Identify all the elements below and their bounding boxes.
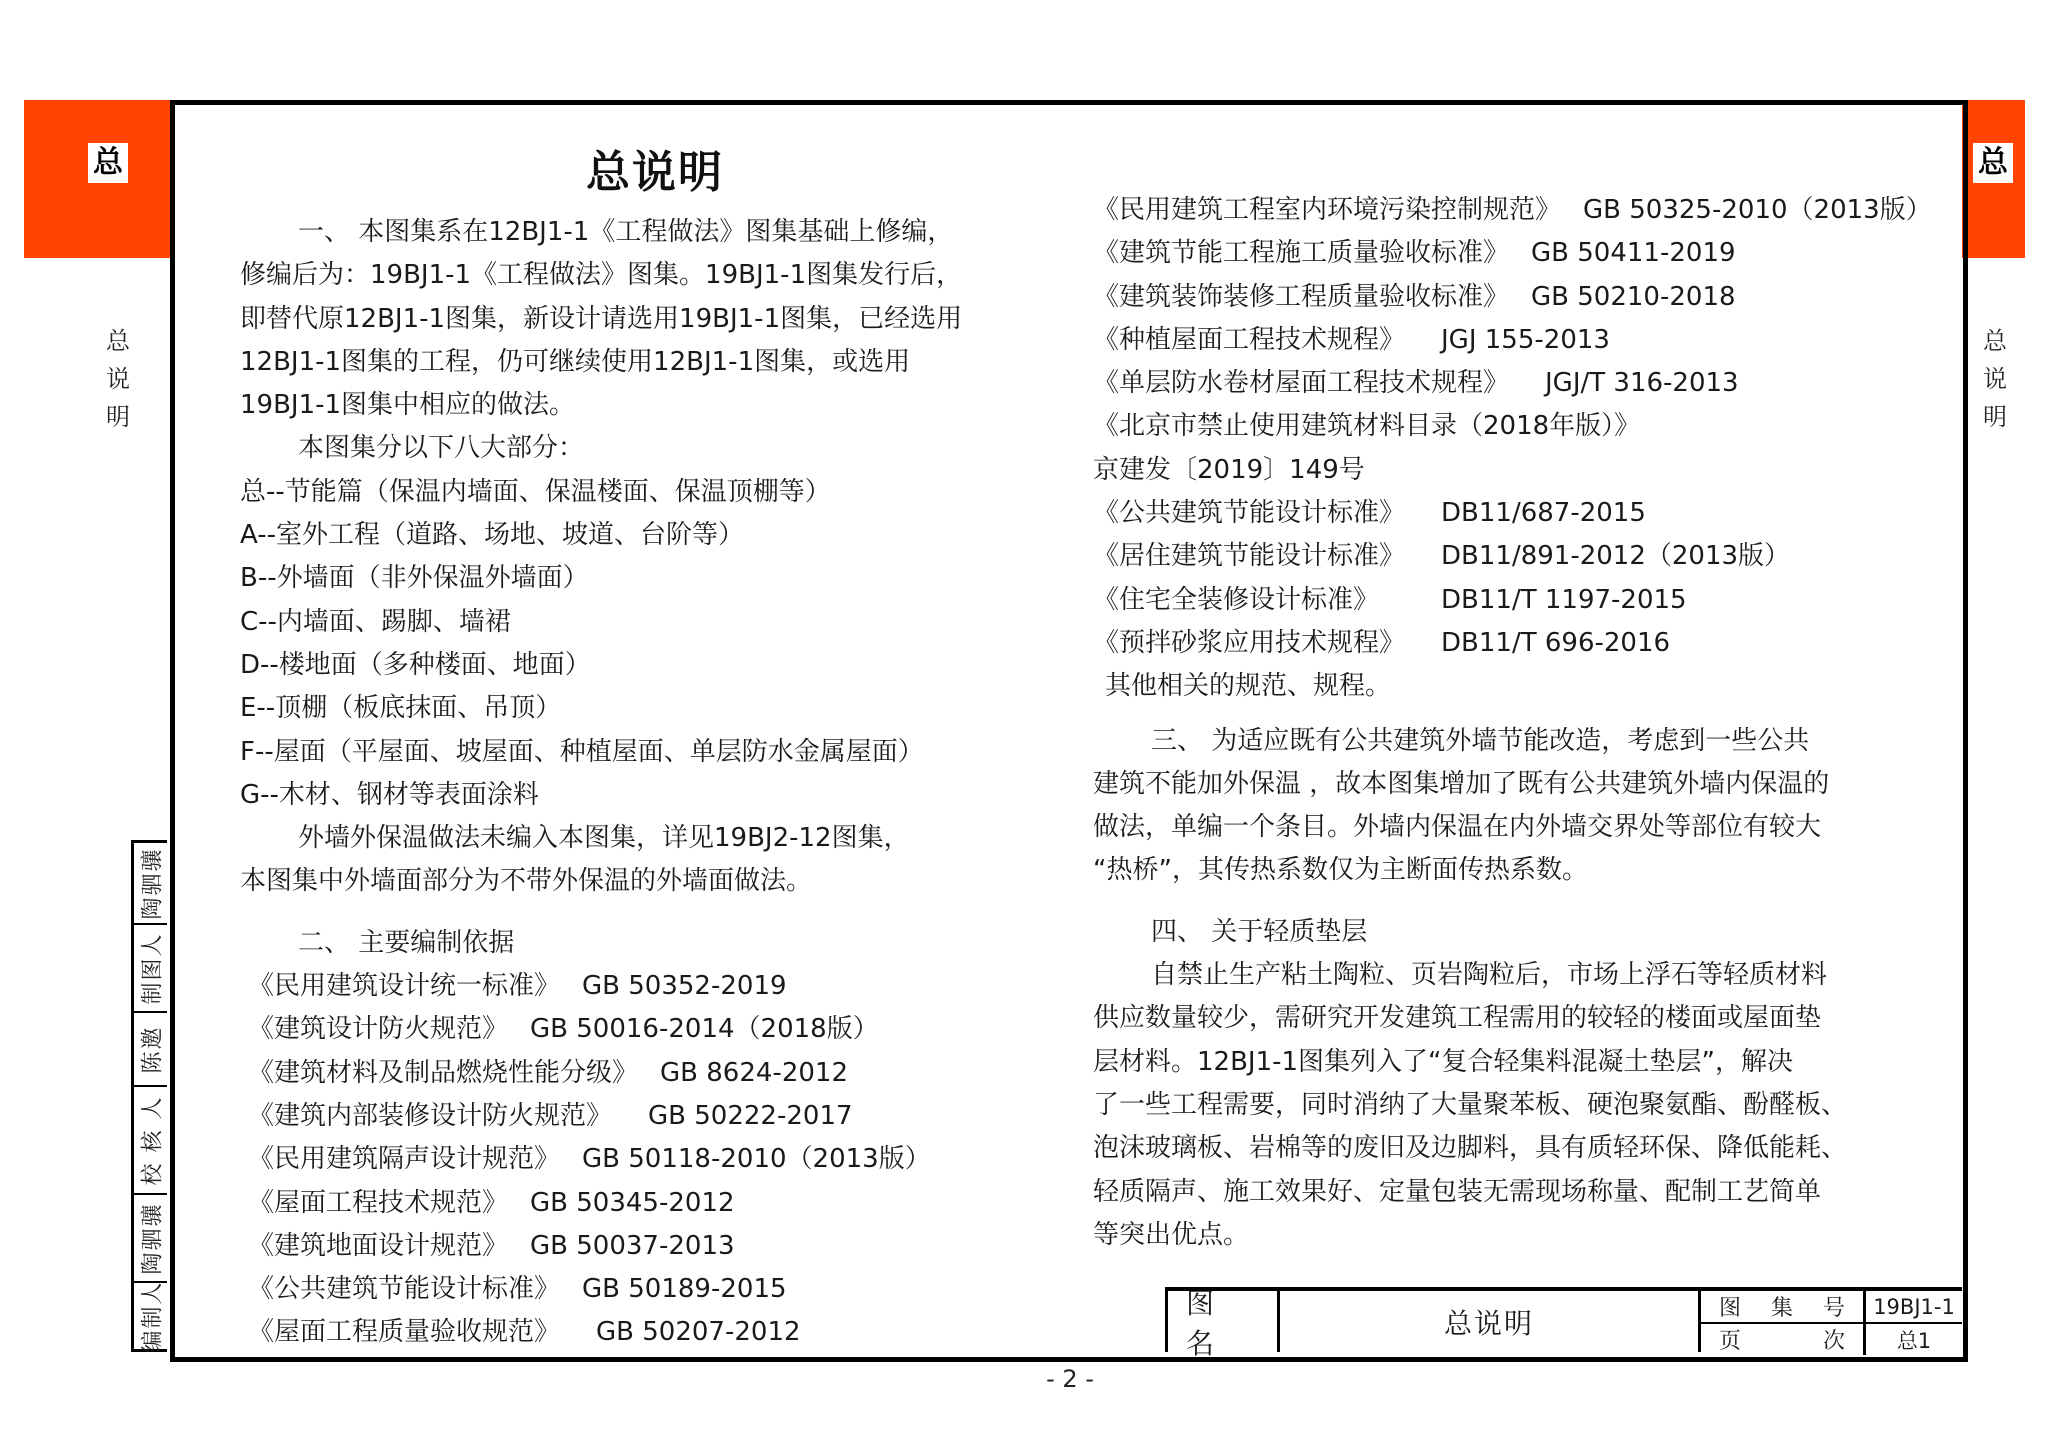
reference-code: DB11/687-2015: [1441, 498, 1646, 529]
signature-text: 陶驷骧: [140, 1201, 166, 1275]
side-label-right: [1975, 322, 2015, 436]
reference-name: 《建筑材料及制品燃烧性能分级》: [248, 1057, 639, 1088]
reference-name: 《住宅全装修设计标准》: [1093, 584, 1380, 615]
atlas-number-value: 19BJ1-1: [1873, 1294, 1955, 1319]
reference-item: [1093, 276, 1953, 319]
signature-text: 陶驷骧: [140, 846, 166, 920]
reference-item: [240, 965, 1040, 1008]
reference-code: GB 50118-2010（2013版）: [582, 1144, 931, 1175]
title-block-meta: [1701, 1291, 1962, 1352]
section4-line: 泡沫玻璃板、岩棉等的废旧及边脚料，具有质轻环保、降低能耗、: [1093, 1133, 1848, 1164]
signature-cell: [134, 1279, 167, 1353]
label-char: 号: [1822, 1296, 1845, 1321]
side-label-char: 总: [1983, 327, 2007, 355]
section4-line: 供应数量较少，需研究开发建筑工程需用的较轻的楼面或屋面垫: [1093, 1003, 1822, 1034]
drawing-name-label: 图名: [1168, 1291, 1280, 1352]
reference-code: GB 50222-2017: [648, 1100, 853, 1131]
section-tab-char: 总: [1973, 143, 2013, 183]
reference-name: 《建筑地面设计规范》: [248, 1230, 509, 1261]
reference-name: 《公共建筑节能设计标准》: [248, 1274, 561, 1305]
label-char: 图: [1719, 1296, 1742, 1321]
title-block: [1165, 1286, 1962, 1360]
reference-name: 《民用建筑隔声设计规范》: [248, 1144, 561, 1175]
part-item: C--内墙面、踢脚、墙裙: [240, 606, 511, 637]
label-char: 集: [1770, 1296, 1793, 1321]
reference-item: [1093, 492, 1953, 535]
reference-name: 《居住建筑节能设计标准》: [1093, 541, 1406, 572]
side-label-char: 说: [106, 365, 130, 393]
signature-text: 陈邀: [140, 1024, 166, 1074]
reference-item: [1093, 622, 1953, 665]
section3-line: “热桥”，其传热系数仅为主断面传热系数。: [1093, 855, 1588, 886]
reference-item: [1093, 232, 1953, 275]
reference-code: DB11/891-2012（2013版）: [1441, 541, 1791, 572]
reference-item: [1093, 449, 1953, 492]
section1-line: 12BJ1-1图集的工程，仍可继续使用12BJ1-1图集，或选用: [240, 346, 911, 377]
reference-name: 京建发〔2019〕149号: [1093, 454, 1365, 485]
section1-line: 一、 本图集系在12BJ1-1《工程做法》图集基础上修编，: [298, 217, 954, 247]
page-number: - 2 -: [1046, 1365, 1094, 1393]
reference-name: 《屋面工程质量验收规范》: [248, 1317, 561, 1348]
section1-line: 即替代原12BJ1-1图集，新设计请选用19BJ1-1图集，已经选用: [240, 303, 963, 334]
signature-cell: [134, 1013, 167, 1087]
section4-line: 自禁止生产粘土陶粒、页岩陶粒后，市场上浮石等轻质材料: [1151, 960, 1828, 991]
note-line: 外墙外保温做法未编入本图集，详见19BJ2-12图集，: [298, 823, 910, 854]
reference-item: [240, 1182, 1040, 1225]
signature-text: 制图人: [140, 931, 166, 1005]
label-char: 次: [1822, 1329, 1845, 1354]
reference-item: [240, 1138, 1040, 1181]
note-line: 本图集中外墙面部分为不带外保温的外墙面做法。: [240, 866, 813, 897]
section4-heading: 四、 关于轻质垫层: [1151, 916, 1368, 947]
part-item: A--室外工程（道路、场地、坡道、台阶等）: [240, 520, 744, 551]
part-item: F--屋面（平屋面、坡屋面、种植屋面、单层防水金属屋面）: [240, 736, 924, 767]
part-item: B--外墙面（非外保温外墙面）: [240, 563, 589, 594]
reference-item: [1093, 579, 1953, 622]
page-label: [1701, 1324, 1866, 1355]
reference-code: DB11/T 1197-2015: [1441, 584, 1687, 615]
signature-cell: [134, 1195, 167, 1283]
reference-code: DB11/T 696-2016: [1441, 627, 1671, 658]
signature-text: 编制人: [140, 1279, 166, 1353]
reference-item: [240, 1095, 1040, 1138]
reference-code: GB 50352-2019: [582, 971, 787, 1002]
section1-line: 19BJ1-1图集中相应的做法。: [240, 390, 576, 421]
label-char: 页: [1719, 1329, 1742, 1354]
atlas-number-label: [1701, 1291, 1866, 1322]
reference-name: 《建筑装饰装修工程质量验收标准》: [1093, 281, 1510, 312]
reference-code: GB 8624-2012: [660, 1057, 848, 1088]
reference-name: 《北京市禁止使用建筑材料目录（2018年版）》: [1093, 411, 1641, 442]
part-item: G--木材、钢材等表面涂料: [240, 779, 539, 810]
signature-cell: [134, 925, 167, 1013]
section3-line: 三、 为适应既有公共建筑外墙节能改造，考虑到一些公共: [1151, 725, 1810, 756]
section-tab-left: [24, 100, 170, 258]
left-column: [240, 211, 1040, 1355]
side-label-char: 说: [1983, 365, 2007, 393]
reference-name: 《公共建筑节能设计标准》: [1093, 498, 1406, 529]
section3-line: 做法，单编一个条目。外墙内保温在内外墙交界处等部位有较大: [1093, 812, 1822, 843]
section4-line: 层材料。12BJ1-1图集列入了“复合轻集料混凝土垫层”，解决: [1093, 1046, 1793, 1077]
side-label-left: [98, 322, 138, 436]
parts-intro: 本图集分以下八大部分：: [298, 433, 585, 464]
reference-name: 《种植屋面工程技术规程》: [1093, 324, 1406, 355]
reference-code: GB 50016-2014（2018版）: [530, 1014, 879, 1045]
reference-item: [1093, 405, 1953, 448]
reference-item: [1093, 362, 1953, 405]
page-title: 总说明: [586, 147, 724, 198]
signature-strip: [131, 840, 167, 1352]
reference-name: 《预拌砂浆应用技术规程》: [1093, 627, 1406, 658]
reference-item: [1093, 189, 1953, 232]
references-tail: 其他相关的规范、规程。: [1105, 671, 1392, 702]
reference-item: [1093, 319, 1953, 362]
signature-text: 校 核 人: [140, 1095, 165, 1185]
reference-name: 《建筑内部装修设计防火规范》: [248, 1100, 613, 1131]
right-column: [1093, 189, 1953, 1257]
reference-code: GB 50210-2018: [1531, 281, 1736, 312]
section4-line: 等突出优点。: [1093, 1219, 1250, 1250]
side-label-char: 明: [1983, 403, 2007, 431]
section3-line: 建筑不能加外保温 ，故本图集增加了既有公共建筑外墙内保温的: [1093, 768, 1830, 799]
drawing-name-value: 总说明: [1280, 1291, 1701, 1352]
reference-code: GB 50411-2019: [1531, 238, 1736, 269]
reference-name: 《民用建筑工程室内环境污染控制规范》: [1093, 195, 1562, 225]
reference-item: [240, 1052, 1040, 1095]
reference-name: 《屋面工程技术规范》: [248, 1187, 509, 1218]
page-value: 总1: [1896, 1328, 1932, 1353]
reference-name: 《建筑节能工程施工质量验收标准》: [1093, 238, 1510, 269]
side-label-char: 明: [106, 403, 130, 431]
reference-code: GB 50345-2012: [530, 1187, 735, 1218]
part-item: D--楼地面（多种楼面、地面）: [240, 649, 591, 680]
section-tab-right: [1962, 100, 2025, 258]
signature-cell: [134, 843, 167, 925]
reference-name: 《民用建筑设计统一标准》: [248, 971, 561, 1002]
part-item: 总--节能篇（保温内墙面、保温楼面、保温顶棚等）: [240, 476, 831, 507]
reference-code: GB 50189-2015: [582, 1274, 787, 1305]
section4-line: 了一些工程需要，同时消纳了大量聚苯板、硬泡聚氨酯、酚醛板、: [1093, 1089, 1848, 1120]
section1-line: 修编后为：19BJ1-1《工程做法》图集。19BJ1-1图集发行后，: [240, 260, 963, 291]
reference-name: 《单层防水卷材屋面工程技术规程》: [1093, 368, 1510, 399]
side-label-char: 总: [106, 327, 130, 355]
signature-cell: [134, 1087, 167, 1195]
reference-code: JGJ/T 316-2013: [1545, 368, 1739, 399]
reference-code: GB 50325-2010（2013版）: [1583, 195, 1932, 225]
reference-code: GB 50037-2013: [530, 1230, 735, 1261]
section-tab-char: 总: [88, 143, 128, 183]
reference-code: GB 50207-2012: [596, 1317, 801, 1348]
section2-heading: 二、 主要编制依据: [298, 927, 515, 958]
section4-line: 轻质隔声、施工效果好、定量包装无需现场称量、配制工艺简单: [1093, 1176, 1822, 1207]
atlas-number-row: [1701, 1291, 1962, 1324]
reference-item: [240, 1268, 1040, 1311]
reference-item: [240, 1008, 1040, 1051]
reference-item: [240, 1311, 1040, 1354]
page-row: [1701, 1324, 1962, 1355]
reference-item: [1093, 535, 1953, 578]
reference-code: JGJ 155-2013: [1441, 324, 1610, 355]
reference-item: [240, 1225, 1040, 1268]
part-item: E--顶棚（板底抹面、吊顶）: [240, 693, 562, 724]
reference-name: 《建筑设计防火规范》: [248, 1014, 509, 1045]
